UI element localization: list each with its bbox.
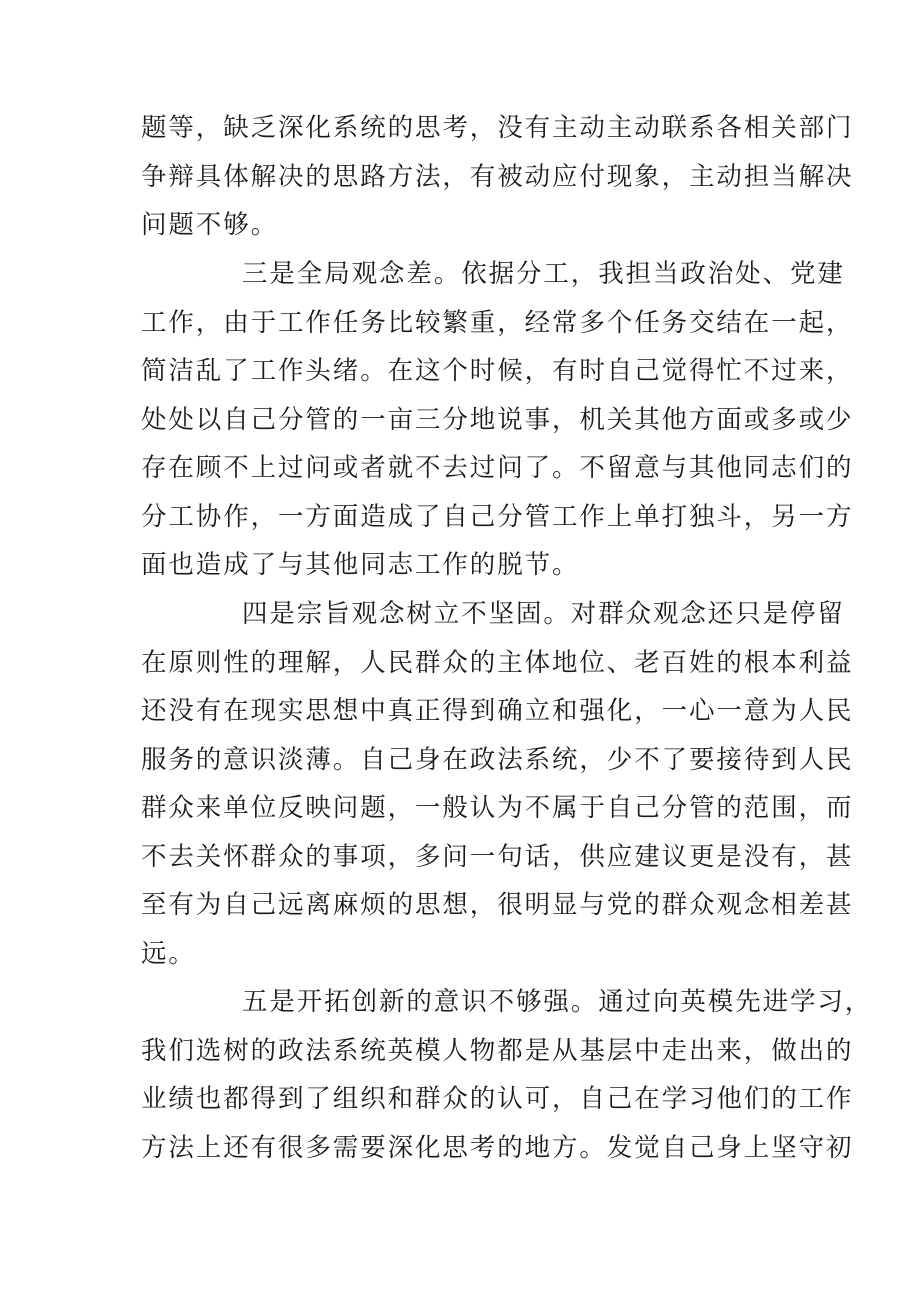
paragraph-1 xyxy=(141,104,854,250)
text-line: 争辩具体解决的思路方法，有被动应付现象，主动担当解决 xyxy=(141,161,854,192)
text-line: 五是开拓创新的意识不够强。通过向英模先进学习， xyxy=(242,987,873,1017)
text-line: 至有为自己远离麻烦的思想，很明显与党的群众观念相差甚 xyxy=(141,890,854,920)
text-line: 四是宗旨观念树立不坚固。对群众观念还只是停留 xyxy=(242,599,845,629)
text-line: 还没有在现实思想中真正得到确立和强化，一心一意为人民 xyxy=(141,696,854,726)
text-line: 不去关怀群众的事项，多问一句话，供应建议更是没有，甚 xyxy=(141,841,854,872)
text-line: 存在顾不上过问或者就不去过问了。不留意与其他同志们的 xyxy=(141,453,854,483)
text-line: 我们选树的政法系统英模人物都是从基层中走出来，做出的 xyxy=(141,1035,854,1066)
text-line: 题等，缺乏深化系统的思考，没有主动主动联系各相关部门 xyxy=(141,113,854,143)
text-line: 方法上还有很多需要深化思考的地方。发觉自己身上坚守初 xyxy=(141,1132,854,1163)
text-line: 群众来单位反映问题，一般认为不属于自己分管的范围，而 xyxy=(141,793,854,823)
text-line: 服务的意识淡薄。自己身在政法系统，少不了要接待到人民 xyxy=(141,744,854,775)
text-line: 简洁乱了工作头绪。在这个时候，有时自己觉得忙不过来， xyxy=(141,356,854,386)
text-line: 业绩也都得到了组织和群众的认可，自己在学习他们的工作 xyxy=(141,1084,854,1114)
text-line: 工作，由于工作任务比较繁重，经常多个任务交结在一起， xyxy=(141,307,854,338)
text-line: 三是全局观念差。依据分工，我担当政治处、党建 xyxy=(242,259,845,289)
paragraph-4 xyxy=(141,978,873,1172)
text-line: 分工协作，一方面造成了自己分管工作上单打独斗，另一方 xyxy=(141,501,854,532)
text-line: 远。 xyxy=(141,938,196,969)
text-line: 问题不够。 xyxy=(141,210,279,240)
text-line: 处处以自己分管的一亩三分地说事，机关其他方面或多或少 xyxy=(141,404,854,435)
paragraph-2 xyxy=(141,250,854,590)
paragraph-3 xyxy=(141,590,854,978)
text-line: 面也造成了与其他同志工作的脱节。 xyxy=(141,550,580,580)
text-line: 在原则性的理解，人民群众的主体地位、老百姓的根本利益 xyxy=(141,647,854,678)
